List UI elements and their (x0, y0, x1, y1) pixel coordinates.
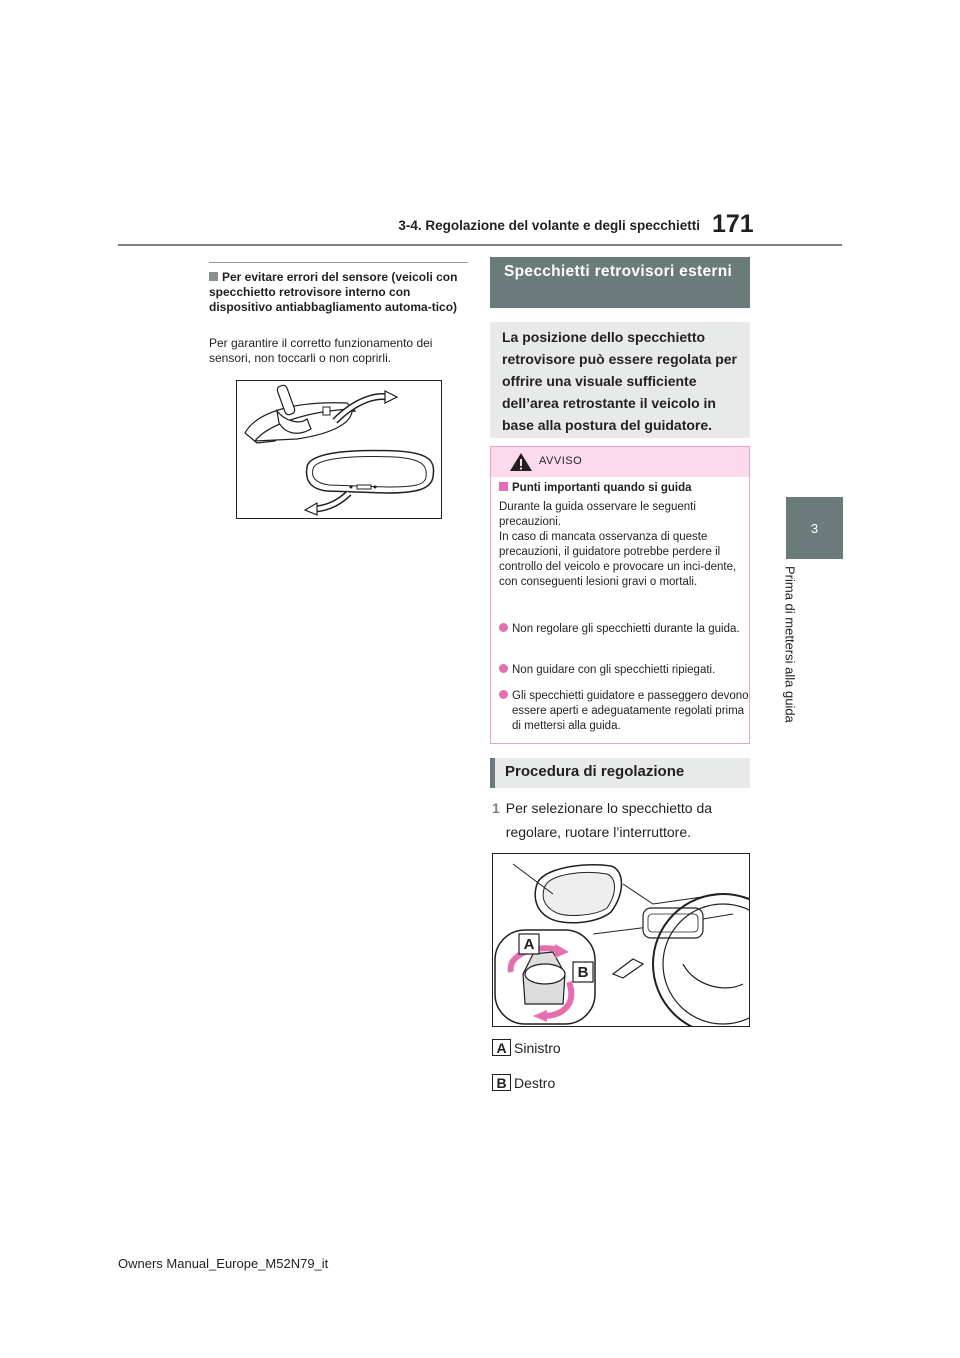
note-title-text: Per evitare errori del sensore (veicoli con specchietto retrovisore interno con dispositivo antiabbagliamento automa-tico) (209, 270, 458, 314)
section-heading-outer-mirrors: Specchietti retrovisori esterni (490, 257, 750, 308)
chapter-title-vertical (767, 566, 813, 732)
warning-item-text: Non regolare gli specchietti durante la guida. (512, 623, 740, 635)
chapter-title: Prima di mettersi alla guida (782, 566, 798, 723)
warning-subtitle (499, 481, 743, 496)
section-title: 3-4. Regolazione del volante e degli specchietti (398, 218, 700, 233)
legend-key: A (492, 1039, 511, 1056)
warning-triangle-icon (509, 452, 533, 472)
mirror-switch-illustration (492, 853, 750, 1027)
square-bullet-icon (499, 482, 508, 491)
legend-text: Sinistro (514, 1039, 561, 1056)
bullet-dot-icon (499, 623, 508, 632)
square-bullet-icon (209, 272, 218, 281)
warning-item (499, 689, 756, 734)
warning-label: AVVISO (539, 455, 583, 467)
header-divider (118, 244, 842, 246)
chapter-number-tab: 3 (786, 497, 843, 559)
warning-item (499, 663, 756, 678)
bullet-dot-icon (499, 690, 508, 699)
section-intro: La posizione dello specchietto retrovisore può essere regolata per offrire una visuale sufficiente dell’area retrostante il veicolo in base alla postura del guidatore. (490, 322, 750, 438)
procedure-step (492, 796, 750, 844)
bullet-dot-icon (499, 664, 508, 673)
note-divider (209, 262, 468, 263)
warning-subtitle-text: Punti importanti quando si guida (512, 482, 692, 494)
warning-box (490, 446, 750, 744)
legend-text: Destro (514, 1074, 556, 1091)
inner-mirror-drawing (237, 381, 441, 518)
rearview-mirror-illustration (236, 380, 442, 519)
legend-key: B (492, 1074, 511, 1091)
legend-item-left (492, 1039, 561, 1056)
page-number: 171 (712, 210, 754, 238)
figure-label-b: B (577, 963, 589, 981)
section-heading-procedure: Procedura di regolazione (490, 758, 750, 788)
warning-paragraph: Durante la guida osservare le seguenti precauzioni. In caso di mancata osservanza di queste precauzioni, il guidatore potrebbe perdere il controllo del veicolo e provocare un inci-dente, con conseguenti lesioni gravi o mortali. (499, 501, 737, 588)
warning-item-text: Gli specchietti guidatore e passeggero devono essere aperti e adeguatamente regolati prima di mettersi alla guida. (512, 690, 749, 732)
note-body: Per garantire il corretto funzionamento dei sensori, non toccarli o non coprirli. (209, 336, 433, 365)
warning-item-text: Non guidare con gli specchietti ripiegati. (512, 664, 716, 676)
step-number: 1 (492, 800, 500, 816)
figure-label-a: A (523, 935, 535, 953)
step-text: Per selezionare lo specchietto da regolare, ruotare l’interruttore. (505, 800, 713, 840)
legend-item-right (492, 1074, 555, 1091)
note-title (209, 270, 471, 315)
footer-manual-code: Owners Manual_Europe_M52N79_it (118, 1256, 329, 1271)
warning-header (491, 447, 749, 477)
warning-item (499, 622, 756, 637)
